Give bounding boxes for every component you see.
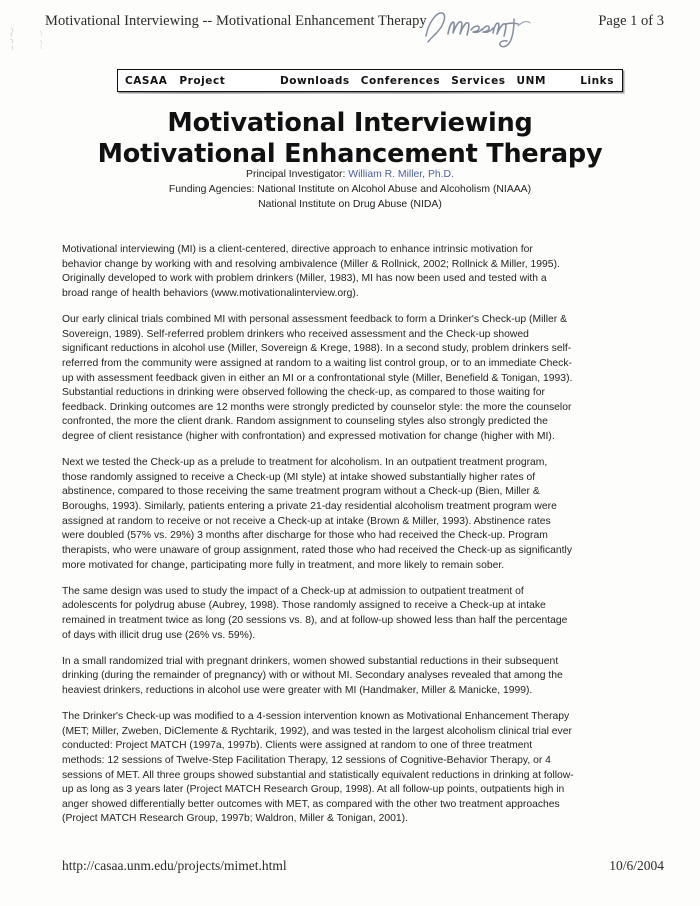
document-body (62, 243, 574, 827)
navbar-box (117, 69, 623, 92)
nav-item-services[interactable]: Services (451, 74, 506, 87)
body-paragraph-6: The Drinker's Check-up was modified to a 4-session intervention known as Motivational Enhancement Therapy (MET; Miller, Zweben, DiClemente & Rychtarik, 1992), and was tested in the largest alcoholism clinical trial ever conducted: Project MATCH (1997a, 1997b). Clients were assigned at random to one of three treatment methods: 12 sessions of Twelve-Step Facilitation Therapy, 12 sessions of Cognitive-Behavior Therapy, or 4 sessions of MET. All three groups showed substantial and statistically equivalent reductions in drinking at follow-up as long as 3 years later (Project MATCH Research Group, 1998). At all follow-up points, outpatients high in anger showed differentially better outcomes with MET, as compared with the other two treatment approaches (Project MATCH Research Group, 1997b; Waldron, Miller & Tonigan, 2001). (62, 711, 574, 825)
page-title-line-1: Motivational Interviewing (167, 108, 533, 138)
footer-url[interactable]: http://casaa.unm.edu/projects/mimet.html (62, 858, 287, 873)
footer-date: 10/6/2004 (609, 858, 664, 873)
page-title-line-2: Motivational Enhancement Therapy (97, 139, 603, 170)
page-title (0, 108, 700, 170)
principal-investigator-line (0, 168, 700, 183)
print-footer (0, 858, 700, 878)
funding-agency-line-1 (0, 183, 700, 198)
funding-label: Funding Agencies: (168, 183, 255, 195)
body-paragraph-1: Motivational interviewing (MI) is a client-centered, directive approach to enhance intrinsic motivation for behavior change by working with and resolving ambivalence (Miller & Rollnick, 2002; Rollnick & Miller, 1995). Originally developed to work with problem drinkers (Miller, 1983), MI has now been used and tested with a broad range of health behaviors (www.motivationalinterview.org). (62, 244, 560, 299)
body-paragraph-2: Our early clinical trials combined MI with personal assessment feedback to form a Drinker's Check-up (Miller & Sovereign, 1989). Self-referred problem drinkers who received assessment and the Check-up showed significant reductions in alcohol use (Miller, Sovereign & Krege, 1988). In a second study, problem drinkers self-referred from the community were assigned at random to a waiting list control group, or to an immediate Check-up with assessment feedback given in either an MI or a confrontational style (Miller, Benefield & Tonigan, 1993). Substantial reductions in drinking were observed following the check-up, as compared to those waiting for feedback. Drinking outcomes are 12 months were strongly predicted by counselor style: the more the counselor confronted, the more the client drank. Random assignment to counseling styles also strongly predicted the degree of client resistance (higher with confrontation) and expressed motivation for change (higher with MI). (62, 314, 573, 442)
nav-item-casaa[interactable]: CASAA (125, 74, 168, 87)
nav-item-unm[interactable]: UNM (516, 74, 546, 87)
pi-label: Principal Investigator: (246, 169, 346, 180)
nav-item-conferences[interactable]: Conferences (360, 74, 441, 87)
scan-artifact-left-2-icon (38, 28, 45, 50)
scan-artifact-navbar-smudge (120, 92, 500, 94)
body-paragraph-5: In a small randomized trial with pregnant drinkers, women showed substantial reductions in their subsequent drinking (during the remainder of pregnancy) with or without MI. Secondary analyses revealed that among the heaviest drinkers, reductions in alcohol use were greater with MI (Handmaker, Miller & Manicke, 1999). (62, 655, 563, 696)
scan-artifact-left-icon (8, 26, 18, 52)
print-header-page-label: Page 1 of 3 (598, 13, 664, 29)
nav-item-links[interactable]: Links (580, 74, 614, 87)
funding-agency-line-2: National Institute on Drug Abuse (NIDA) (258, 198, 442, 210)
body-paragraph-3: Next we tested the Check-up as a prelude to treatment for alcoholism. In an outpatient treatment program, those randomly assigned to receive a Check-up (MI style) at intake showed substantially higher rates of abstinence, compared to those receiving the same treatment program without a Check-up (Bien, Miller & Boroughs, 1993). Similarly, patients entering a private 21-day residential alcoholism treatment program were assigned at random to receive or not receive a Check-up at intake (Brown & Miller, 1993). Abstinence rates were doubled (57% vs. 29%) 3 months after discharge for those who had received the Check-up. Program therapists, who were unaware of group assignment, rated those who had received the Check-up as significantly more motivated for change, participating more fully in treatment, and more likely to remain sober. (62, 457, 573, 571)
navbar-middle-group (280, 75, 546, 87)
site-navbar (117, 69, 623, 92)
body-paragraph-4: The same design was used to study the impact of a Check-up at admission to outpatient treatment of adolescents for polydrug abuse (Aubrey, 1998). Those randomly assigned to receive a Check-up at intake remained in treatment twice as long (20 sessions vs. 8), and at follow-up showed less than half the percentage of days with illicit drug use (26% vs. 59%). (62, 585, 568, 641)
project-metadata (0, 168, 700, 212)
handwritten-signature-icon (418, 6, 558, 50)
pi-name-link[interactable]: William R. Miller, Ph.D. (348, 169, 454, 180)
print-header (0, 10, 700, 36)
nav-item-downloads[interactable]: Downloads (280, 74, 350, 87)
print-header-title: Motivational Interviewing -- Motivational Enhancement Therapy (45, 13, 427, 29)
funding-agency-niaaa: National Institute on Alcohol Abuse and Alcoholism (NIAAA) (257, 183, 532, 195)
nav-item-project[interactable]: Project (179, 74, 226, 87)
navbar-left-group (125, 75, 225, 87)
